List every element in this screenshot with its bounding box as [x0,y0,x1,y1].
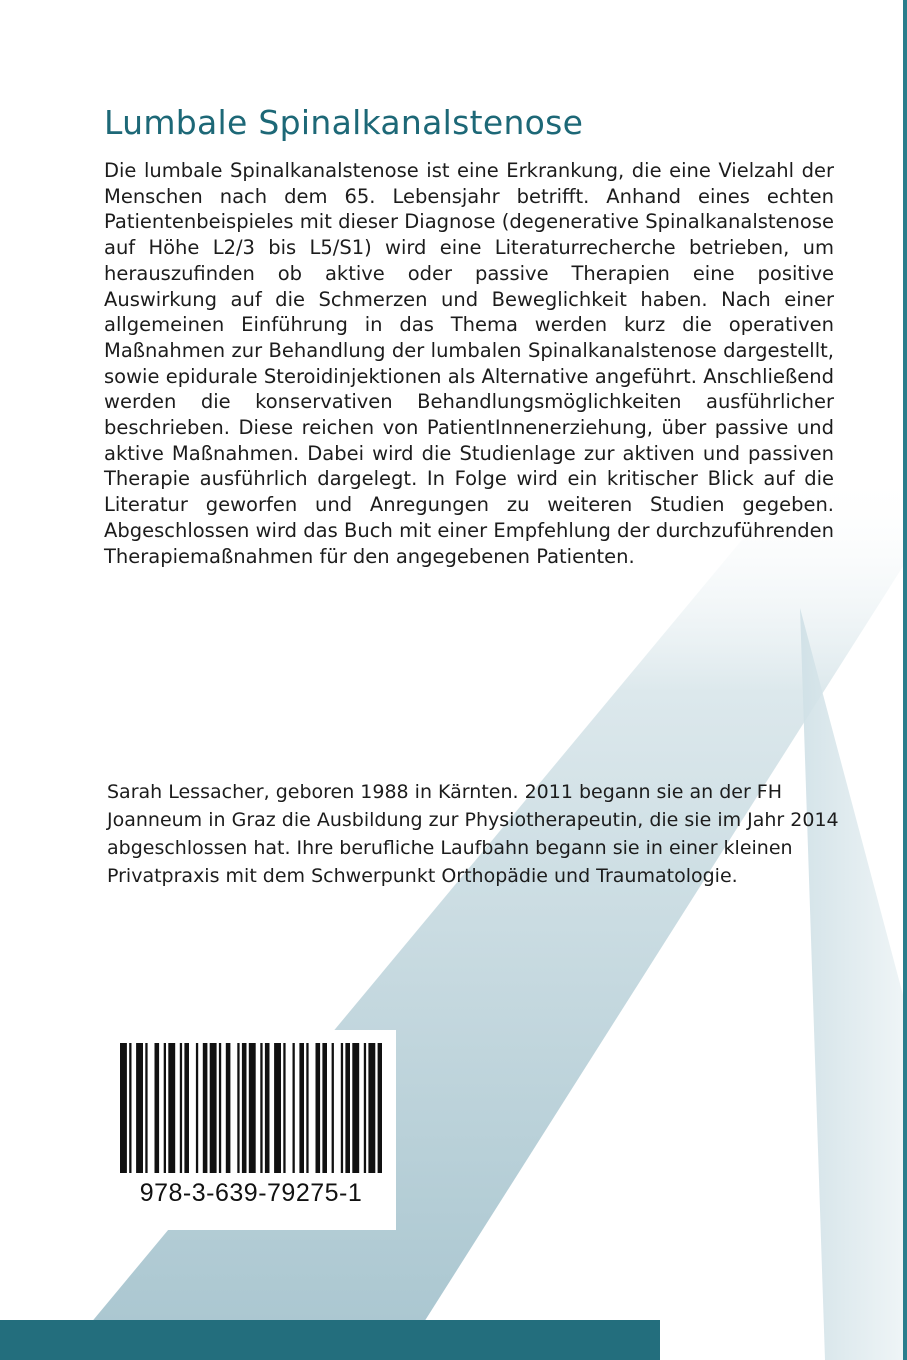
author-biography: Sarah Lessacher, geboren 1988 in Kärnten. 2011 begann sie an der FH Joanneum in Graz die Ausbildung zur Physiotherapeutin, die sie im Jahr 2014 abgeschlossen hat. Ihre berufliche Laufbahn begann sie in einer kleinen Privatpraxis mit dem Schwerpunkt Orthopädie und Traumatologie. [107,781,839,887]
barcode-bar [293,1043,295,1173]
barcode-bar [368,1043,375,1173]
barcode-bar [120,1043,127,1173]
book-synopsis: Die lumbale Spinalkanalstenose ist eine Erkrankung, die eine Vielzahl der Menschen nach dem 65. Lebensjahr betrifft. Anhand eines echten Patientenbeispieles mit dieser Diagnose (degenerative Spinalkanalstenose auf Höhe L2/3 bis L5/S1) wird eine Literaturrecherche betrieben, um herauszufinden ob aktive oder passive Therapien eine positive Auswirkung auf die Schmerzen und Beweglichkeit haben. Nach einer allgemeinen Einführung in das Thema werden kurz die operativen Maßnahmen zur Behandlung der lumbalen Spinalkanalstenose dargestellt, sowie epidurale Steroidinjektionen als Alternative angeführt. Anschließend werden die konservativen Behandlungsmöglichkeiten ausführlicher beschrieben. Diese reichen von PatientInnenerziehung, über passive und aktive Maßnahmen. Dabei wird die Studienlage zur aktiven und passiven Therapie ausführlich dargelegt. In Folge wird ein kritischer Blick auf die Literatur geworfen und Anregungen zu weiteren Studien gegeben. Abgeschlossen wird das Buch mit einer Empfehlung der durchzuführenden Therapiemaßnahmen für den angegebenen Patienten. [104,159,834,568]
barcode-bar [260,1043,262,1173]
barcode-bar [184,1043,189,1173]
barcode-bar [299,1043,304,1173]
barcode-bar [332,1043,334,1173]
barcode-bar [352,1043,359,1173]
right-edge-stripe [903,0,907,1360]
barcode-bar [283,1043,285,1173]
barcode-bar [274,1043,281,1173]
barcode-bar [155,1043,160,1173]
bottom-accent-band [0,1320,660,1360]
barcode-bar [203,1043,208,1173]
barcode-bar [265,1043,270,1173]
barcode-bar [249,1043,256,1173]
barcode-bar [145,1043,147,1173]
barcode-bar [237,1043,239,1173]
barcode-bar [164,1043,166,1173]
barcode-bar [378,1043,382,1173]
barcode-bar [196,1043,198,1173]
barcode-bar [364,1043,366,1173]
barcode-bar [129,1043,131,1173]
barcode-bar [226,1043,231,1173]
barcode-bar [345,1043,350,1173]
barcode-bar [219,1043,221,1173]
barcode-bars [120,1043,382,1173]
barcode-bar [341,1043,343,1173]
barcode-bar [180,1043,182,1173]
barcode-bar [136,1043,143,1173]
barcode-bar [316,1043,321,1173]
barcode-bar [242,1043,247,1173]
barcode-bar [210,1043,217,1173]
barcode-bar [322,1043,327,1173]
book-title: Lumbale Spinalkanalstenose [104,103,584,142]
barcode-bar [306,1043,308,1173]
barcode-bar [168,1043,175,1173]
isbn-number: 978-3-639-79275-1 [139,1179,363,1207]
isbn-barcode [106,1030,396,1230]
